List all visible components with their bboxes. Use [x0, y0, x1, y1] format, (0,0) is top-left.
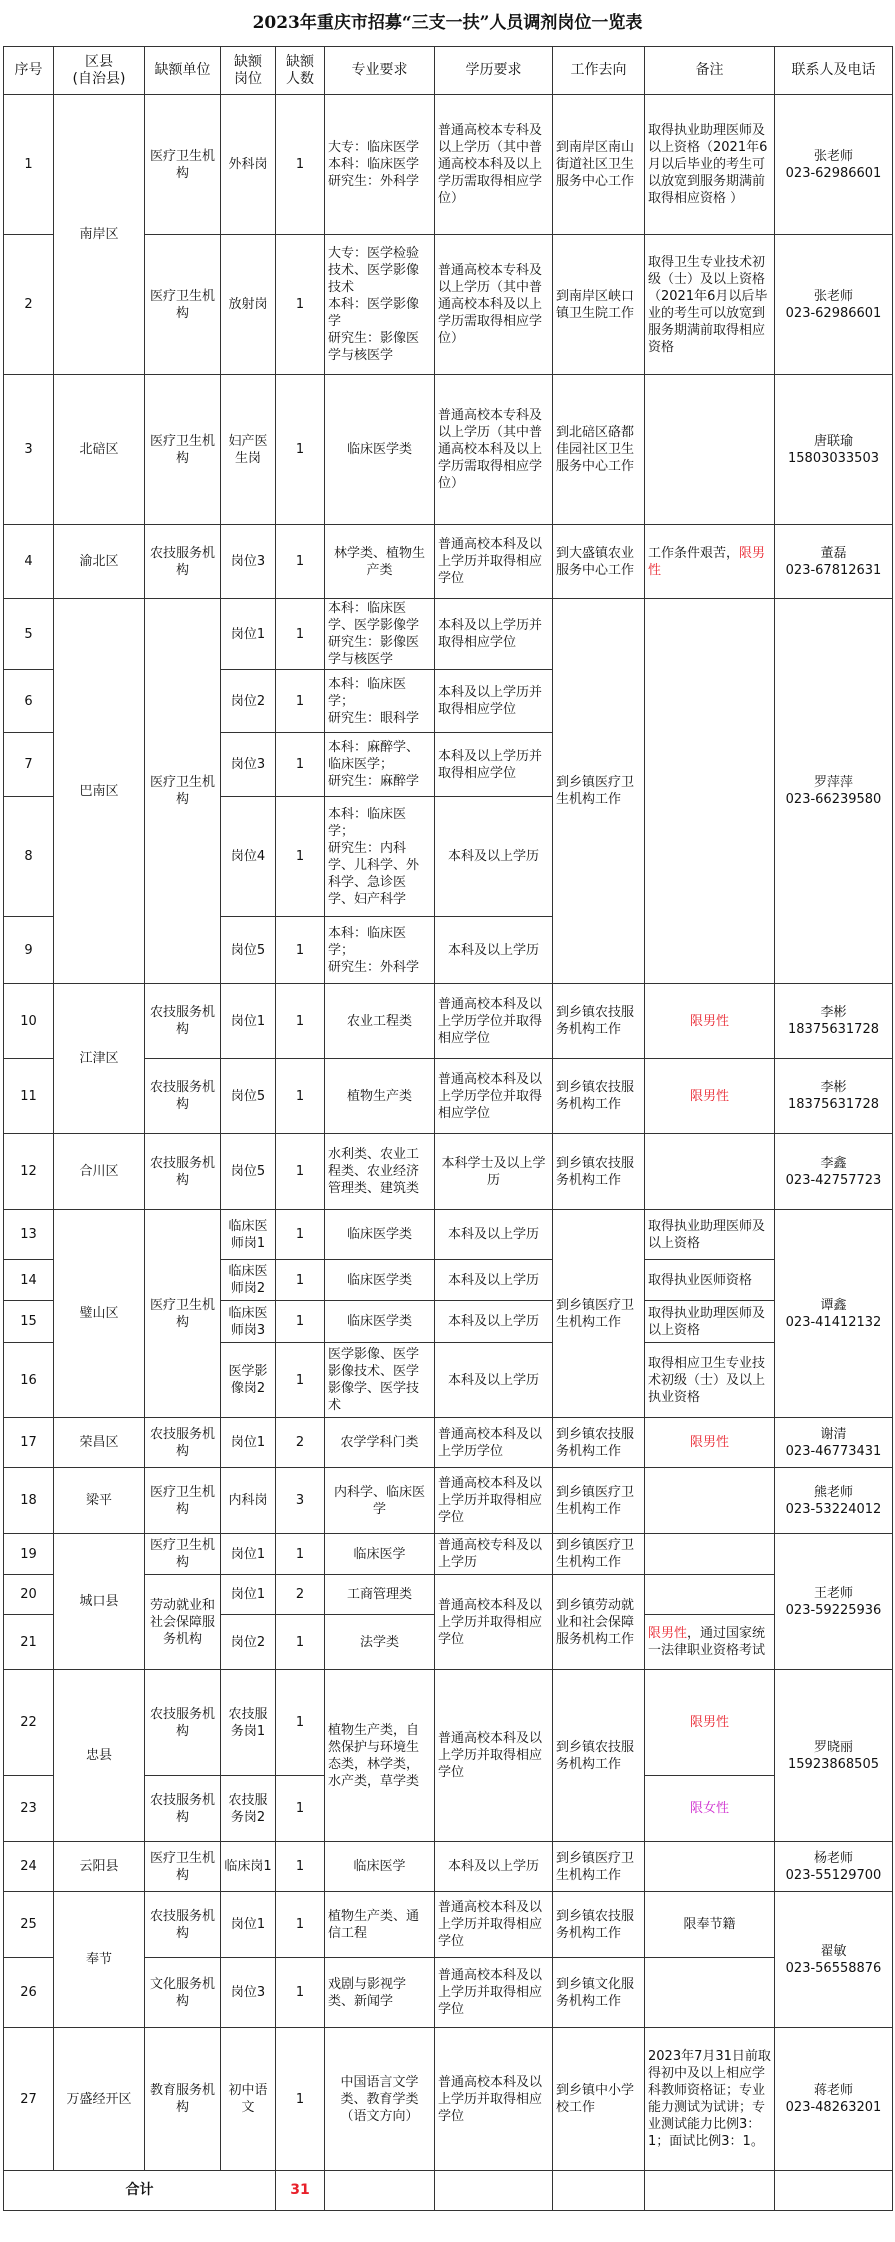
cell-count: 1: [276, 1958, 325, 2028]
table-row: [4, 1842, 893, 1892]
cell-destination: 到乡镇劳动就业和社会保障服务机构工作: [553, 1575, 645, 1670]
cell-education: 普通高校本专科及以上学历（其中普通高校本科及以上学历需取得相应学位）: [435, 95, 553, 235]
cell-no: 1: [4, 95, 54, 235]
cell-district: 南岸区: [54, 95, 145, 375]
note-highlight: 限男性: [648, 1626, 688, 1641]
cell-post: 岗位1: [221, 1534, 276, 1575]
cell-district: 荣昌区: [54, 1418, 145, 1468]
cell-count: 1: [276, 797, 325, 917]
cell-count: 1: [276, 1301, 325, 1343]
note-highlight: 限男性: [648, 545, 766, 578]
cell-major: 临床医学: [325, 1842, 435, 1892]
cell-no: 21: [4, 1615, 54, 1670]
cell-destination: 到乡镇医疗卫生机构工作: [553, 1468, 645, 1534]
cell-district: 梁平: [54, 1468, 145, 1534]
cell-contact: 王老师 023-59225936: [775, 1534, 893, 1670]
cell-education: 普通高校本科及以上学历并取得相应学位: [435, 1468, 553, 1534]
cell-contact: 董磊 023-67812631: [775, 525, 893, 599]
cell-post: 内科岗: [221, 1468, 276, 1534]
cell-education: 本科及以上学历: [435, 1260, 553, 1301]
cell-count: 1: [276, 1260, 325, 1301]
cell-no: 3: [4, 375, 54, 525]
cell-unit: 医疗卫生机构: [145, 375, 221, 525]
cell-note: 限男性: [645, 1670, 775, 1776]
cell-post: 岗位1: [221, 1418, 276, 1468]
table-header-row: [4, 47, 893, 95]
cell-no: 23: [4, 1776, 54, 1842]
cell-post: 初中语文: [221, 2028, 276, 2171]
cell-education: 本科学士及以上学历: [435, 1134, 553, 1210]
cell-major: 水利类、农业工程类、农业经济管理类、建筑类: [325, 1134, 435, 1210]
cell-destination: 到乡镇医疗卫生机构工作: [553, 599, 645, 984]
cell-count: 1: [276, 1842, 325, 1892]
cell-post: 妇产医生岗: [221, 375, 276, 525]
cell-education: 普通高校本专科及以上学历（其中普通高校本科及以上学历需取得相应学位）: [435, 235, 553, 375]
cell-note: 限男性: [645, 1059, 775, 1134]
cell-note: 取得执业医师资格: [645, 1260, 775, 1301]
cell-district: 万盛经开区: [54, 2028, 145, 2171]
empty-cell: [325, 2171, 435, 2211]
cell-unit: 教育服务机构: [145, 2028, 221, 2171]
cell-contact: 翟敏 023-56558876: [775, 1892, 893, 2028]
cell-education: 本科及以上学历: [435, 1210, 553, 1260]
cell-destination: 到乡镇农技服务机构工作: [553, 1134, 645, 1210]
cell-major: 本科：临床医学； 研究生：眼科学: [325, 670, 435, 733]
col-header: 序号: [4, 47, 54, 95]
cell-unit: 农技服务机构: [145, 1059, 221, 1134]
cell-no: 17: [4, 1418, 54, 1468]
cell-count: 1: [276, 917, 325, 984]
cell-no: 16: [4, 1343, 54, 1418]
cell-count: 1: [276, 2028, 325, 2171]
cell-major: 林学类、植物生产类: [325, 525, 435, 599]
cell-major: 本科：麻醉学、临床医学； 研究生：麻醉学: [325, 733, 435, 797]
cell-education: 普通高校本科及以上学历并取得相应学位: [435, 1892, 553, 1958]
cell-unit: 医疗卫生机构: [145, 1468, 221, 1534]
cell-no: 22: [4, 1670, 54, 1776]
cell-destination: 到大盛镇农业服务中心工作: [553, 525, 645, 599]
cell-no: 13: [4, 1210, 54, 1260]
cell-count: 1: [276, 599, 325, 670]
cell-note: [645, 1134, 775, 1210]
cell-contact: 熊老师 023-53224012: [775, 1468, 893, 1534]
cell-count: 1: [276, 1343, 325, 1418]
cell-note: 取得卫生专业技术初级（士）及以上资格（2021年6月以后毕业的考生可以放宽到服务期满前取得相应资格: [645, 235, 775, 375]
cell-education: 普通高校本科及以上学历学位: [435, 1418, 553, 1468]
cell-unit: 农技服务机构: [145, 984, 221, 1059]
cell-contact: 蒋老师 023-48263201: [775, 2028, 893, 2171]
col-header: 备注: [645, 47, 775, 95]
table-row: [4, 1468, 893, 1534]
table-row: [4, 375, 893, 525]
cell-no: 14: [4, 1260, 54, 1301]
table-row: [4, 984, 893, 1059]
cell-major: 法学类: [325, 1615, 435, 1670]
cell-post: 医学影像岗2: [221, 1343, 276, 1418]
cell-unit: 医疗卫生机构: [145, 599, 221, 984]
cell-note: [645, 599, 775, 984]
total-label: 合计: [4, 2171, 276, 2211]
cell-no: 15: [4, 1301, 54, 1343]
cell-note: 取得执业助理医师及以上资格（2021年6月以后毕业的考生可以放宽到服务期满前取得相应资格 ）: [645, 95, 775, 235]
cell-major: 农业工程类: [325, 984, 435, 1059]
table-row: [4, 1534, 893, 1575]
cell-count: 1: [276, 1892, 325, 1958]
cell-count: 1: [276, 1776, 325, 1842]
cell-unit: 农技服务机构: [145, 525, 221, 599]
cell-post: 岗位3: [221, 525, 276, 599]
note-text: ，通过国家统一法律职业资格考试: [648, 1626, 766, 1658]
cell-contact: 罗萍萍 023-66239580: [775, 599, 893, 984]
cell-no: 10: [4, 984, 54, 1059]
table-row: [4, 1418, 893, 1468]
cell-count: 1: [276, 1670, 325, 1776]
cell-no: 25: [4, 1892, 54, 1958]
cell-count: 1: [276, 525, 325, 599]
cell-no: 19: [4, 1534, 54, 1575]
cell-education: 普通高校专科及以上学历: [435, 1534, 553, 1575]
cell-post: 临床医师岗1: [221, 1210, 276, 1260]
cell-destination: 到乡镇中小学校工作: [553, 2028, 645, 2171]
cell-destination: 到乡镇农技服务机构工作: [553, 1418, 645, 1468]
col-header: 学历要求: [435, 47, 553, 95]
cell-count: 1: [276, 95, 325, 235]
cell-note: 取得相应卫生专业技术初级（士）及以上执业资格: [645, 1343, 775, 1418]
cell-post: 临床岗1: [221, 1842, 276, 1892]
cell-major: 本科：临床医学； 研究生：外科学: [325, 917, 435, 984]
table-row: [4, 2028, 893, 2171]
cell-unit: 医疗卫生机构: [145, 235, 221, 375]
cell-district: 忠县: [54, 1670, 145, 1842]
cell-no: 20: [4, 1575, 54, 1615]
cell-education: 本科及以上学历: [435, 1343, 553, 1418]
cell-education: 本科及以上学历: [435, 1842, 553, 1892]
cell-no: 2: [4, 235, 54, 375]
cell-post: 农技服务岗2: [221, 1776, 276, 1842]
cell-major: 临床医学类: [325, 1210, 435, 1260]
cell-education: 普通高校本科及以上学历学位并取得相应学位: [435, 1059, 553, 1134]
cell-education: 本科及以上学历: [435, 797, 553, 917]
positions-table: [3, 46, 893, 2211]
empty-cell: [645, 2171, 775, 2211]
cell-note: 取得执业助理医师及以上资格: [645, 1301, 775, 1343]
cell-note: 限男性: [645, 1418, 775, 1468]
cell-district: 合川区: [54, 1134, 145, 1210]
cell-major: 工商管理类: [325, 1575, 435, 1615]
cell-count: 3: [276, 1468, 325, 1534]
cell-education: 普通高校本专科及以上学历（其中普通高校本科及以上学历需取得相应学位）: [435, 375, 553, 525]
cell-major: 中国语言文学类、教育学类（语文方向）: [325, 2028, 435, 2171]
cell-note: 2023年7月31日前取得初中及以上相应学科教师资格证；专业能力测试为试讲；专业测试能力比例3：1；面试比例3：1。: [645, 2028, 775, 2171]
cell-post: 岗位1: [221, 1892, 276, 1958]
cell-post: 岗位3: [221, 1958, 276, 2028]
cell-destination: 到南岸区峡口镇卫生院工作: [553, 235, 645, 375]
cell-major: 本科：临床医学； 研究生：内科学、儿科学、外科学、急诊医学、妇产科学: [325, 797, 435, 917]
cell-education: 普通高校本科及以上学历并取得相应学位: [435, 525, 553, 599]
cell-count: 1: [276, 670, 325, 733]
cell-district: 城口县: [54, 1534, 145, 1670]
cell-no: 9: [4, 917, 54, 984]
cell-post: 临床医师岗3: [221, 1301, 276, 1343]
cell-destination: 到北碚区硌都佳园社区卫生服务中心工作: [553, 375, 645, 525]
cell-unit: 医疗卫生机构: [145, 1210, 221, 1418]
cell-district: 北碚区: [54, 375, 145, 525]
cell-no: 7: [4, 733, 54, 797]
cell-destination: 到乡镇农技服务机构工作: [553, 1892, 645, 1958]
cell-destination: 到乡镇农技服务机构工作: [553, 984, 645, 1059]
cell-major: 临床医学类: [325, 1301, 435, 1343]
cell-count: 1: [276, 1134, 325, 1210]
cell-major: 植物生产类，自然保护与环境生态类，林学类，水产类，草学类: [325, 1670, 435, 1842]
cell-no: 5: [4, 599, 54, 670]
cell-district: 巴南区: [54, 599, 145, 984]
table-row: [4, 599, 893, 670]
empty-cell: [775, 2171, 893, 2211]
cell-post: 放射岗: [221, 235, 276, 375]
cell-contact: 李鑫 023-42757723: [775, 1134, 893, 1210]
cell-note: 取得执业助理医师及以上资格: [645, 1210, 775, 1260]
cell-destination: 到乡镇农技服务机构工作: [553, 1670, 645, 1842]
cell-major: 农学学科门类: [325, 1418, 435, 1468]
cell-education: 普通高校本科及以上学历学位并取得相应学位: [435, 984, 553, 1059]
cell-destination: 到乡镇农技服务机构工作: [553, 1059, 645, 1134]
cell-unit: 农技服务机构: [145, 1670, 221, 1776]
col-header: 联系人及电话: [775, 47, 893, 95]
page-title: 2023年重庆市招募“三支一扶”人员调剂岗位一览表: [252, 13, 643, 33]
cell-post: 岗位2: [221, 1615, 276, 1670]
cell-district: 云阳县: [54, 1842, 145, 1892]
cell-unit: 农技服务机构: [145, 1892, 221, 1958]
cell-count: 1: [276, 984, 325, 1059]
cell-contact: 李彬 18375631728: [775, 1059, 893, 1134]
cell-count: 1: [276, 1615, 325, 1670]
table-row: [4, 525, 893, 599]
cell-post: 岗位4: [221, 797, 276, 917]
cell-post: 农技服务岗1: [221, 1670, 276, 1776]
cell-unit: 农技服务机构: [145, 1134, 221, 1210]
cell-contact: 谭鑫 023-41412132: [775, 1210, 893, 1418]
col-header: 缺额 人数: [276, 47, 325, 95]
cell-post: 岗位1: [221, 599, 276, 670]
cell-destination: 到乡镇文化服务机构工作: [553, 1958, 645, 2028]
col-header: 专业要求: [325, 47, 435, 95]
cell-post: 外科岗: [221, 95, 276, 235]
cell-unit: 劳动就业和社会保障服务机构: [145, 1575, 221, 1670]
cell-contact: 李彬 18375631728: [775, 984, 893, 1059]
cell-unit: 文化服务机构: [145, 1958, 221, 2028]
cell-post: 岗位1: [221, 1575, 276, 1615]
cell-contact: 罗晓丽 15923868505: [775, 1670, 893, 1842]
cell-major: 内科学、临床医学: [325, 1468, 435, 1534]
cell-count: 1: [276, 1534, 325, 1575]
total-row: [4, 2171, 893, 2211]
cell-unit: 农技服务机构: [145, 1418, 221, 1468]
cell-count: 1: [276, 1059, 325, 1134]
cell-unit: 医疗卫生机构: [145, 1842, 221, 1892]
cell-education: 本科及以上学历: [435, 1301, 553, 1343]
cell-major: 植物生产类、通信工程: [325, 1892, 435, 1958]
cell-post: 临床医师岗2: [221, 1260, 276, 1301]
cell-education: 普通高校本科及以上学历并取得相应学位: [435, 1575, 553, 1670]
cell-destination: 到乡镇医疗卫生机构工作: [553, 1842, 645, 1892]
cell-destination: 到南岸区南山街道社区卫生服务中心工作: [553, 95, 645, 235]
cell-count: 2: [276, 1418, 325, 1468]
cell-major: 临床医学类: [325, 1260, 435, 1301]
cell-count: 1: [276, 235, 325, 375]
empty-cell: [435, 2171, 553, 2211]
cell-district: 江津区: [54, 984, 145, 1134]
cell-no: 4: [4, 525, 54, 599]
cell-count: 1: [276, 1210, 325, 1260]
cell-no: 24: [4, 1842, 54, 1892]
cell-unit: 农技服务机构: [145, 1776, 221, 1842]
total-value: 31: [276, 2171, 325, 2211]
cell-district: 渝北区: [54, 525, 145, 599]
cell-contact: 唐联瑜 15803033503: [775, 375, 893, 525]
cell-contact: 谢清 023-46773431: [775, 1418, 893, 1468]
cell-major: 大专：临床医学 本科：临床医学 研究生：外科学: [325, 95, 435, 235]
col-header: 工作去向: [553, 47, 645, 95]
col-header: 缺额 岗位: [221, 47, 276, 95]
cell-note: 限女性: [645, 1776, 775, 1842]
cell-count: 2: [276, 1575, 325, 1615]
cell-contact: 张老师 023-62986601: [775, 95, 893, 235]
cell-contact: 杨老师 023-55129700: [775, 1842, 893, 1892]
cell-major: 大专：医学检验技术、医学影像技术 本科：医学影像学 研究生：影像医学与核医学: [325, 235, 435, 375]
cell-district: 璧山区: [54, 1210, 145, 1418]
cell-education: 普通高校本科及以上学历并取得相应学位: [435, 2028, 553, 2171]
cell-no: 18: [4, 1468, 54, 1534]
cell-note: [645, 1615, 775, 1670]
cell-post: 岗位3: [221, 733, 276, 797]
cell-contact: 张老师 023-62986601: [775, 235, 893, 375]
cell-unit: 医疗卫生机构: [145, 95, 221, 235]
col-header: 缺额单位: [145, 47, 221, 95]
table-row: [4, 1892, 893, 1958]
cell-destination: 到乡镇医疗卫生机构工作: [553, 1534, 645, 1575]
cell-major: 植物生产类: [325, 1059, 435, 1134]
cell-major: 本科：临床医学、医学影像学 研究生：影像医学与核医学: [325, 599, 435, 670]
cell-note: 工作条件艰苦，限男性: [645, 525, 775, 599]
cell-education: 普通高校本科及以上学历并取得相应学位: [435, 1670, 553, 1842]
cell-major: 临床医学: [325, 1534, 435, 1575]
cell-education: 本科及以上学历并取得相应学位: [435, 599, 553, 670]
cell-note: 限奉节籍: [645, 1892, 775, 1958]
cell-no: 26: [4, 1958, 54, 2028]
col-header: 区县 (自治县): [54, 47, 145, 95]
table-row: [4, 1670, 893, 1776]
empty-cell: [553, 2171, 645, 2211]
cell-note: [645, 1575, 775, 1615]
cell-education: 本科及以上学历并取得相应学位: [435, 670, 553, 733]
cell-education: 本科及以上学历并取得相应学位: [435, 733, 553, 797]
cell-no: 11: [4, 1059, 54, 1134]
cell-post: 岗位2: [221, 670, 276, 733]
cell-count: 1: [276, 375, 325, 525]
cell-note: [645, 1534, 775, 1575]
cell-post: 岗位5: [221, 1059, 276, 1134]
cell-note: [645, 1842, 775, 1892]
cell-note: [645, 1468, 775, 1534]
cell-no: 6: [4, 670, 54, 733]
cell-post: 岗位5: [221, 917, 276, 984]
cell-no: 8: [4, 797, 54, 917]
table-row: [4, 95, 893, 235]
table-row: [4, 1134, 893, 1210]
cell-no: 12: [4, 1134, 54, 1210]
cell-destination: 到乡镇医疗卫生机构工作: [553, 1210, 645, 1418]
cell-post: 岗位1: [221, 984, 276, 1059]
cell-note: [645, 1958, 775, 2028]
cell-note: [645, 375, 775, 525]
cell-major: 戏剧与影视学类、新闻学: [325, 1958, 435, 2028]
cell-note: 限男性: [645, 984, 775, 1059]
table-row: [4, 1210, 893, 1260]
cell-no: 27: [4, 2028, 54, 2171]
cell-district: 奉节: [54, 1892, 145, 2028]
cell-major: 临床医学类: [325, 375, 435, 525]
cell-education: 本科及以上学历: [435, 917, 553, 984]
cell-unit: 医疗卫生机构: [145, 1534, 221, 1575]
cell-post: 岗位5: [221, 1134, 276, 1210]
cell-count: 1: [276, 733, 325, 797]
cell-major: 医学影像、医学影像技术、医学影像学、医学技术: [325, 1343, 435, 1418]
cell-education: 普通高校本科及以上学历并取得相应学位: [435, 1958, 553, 2028]
